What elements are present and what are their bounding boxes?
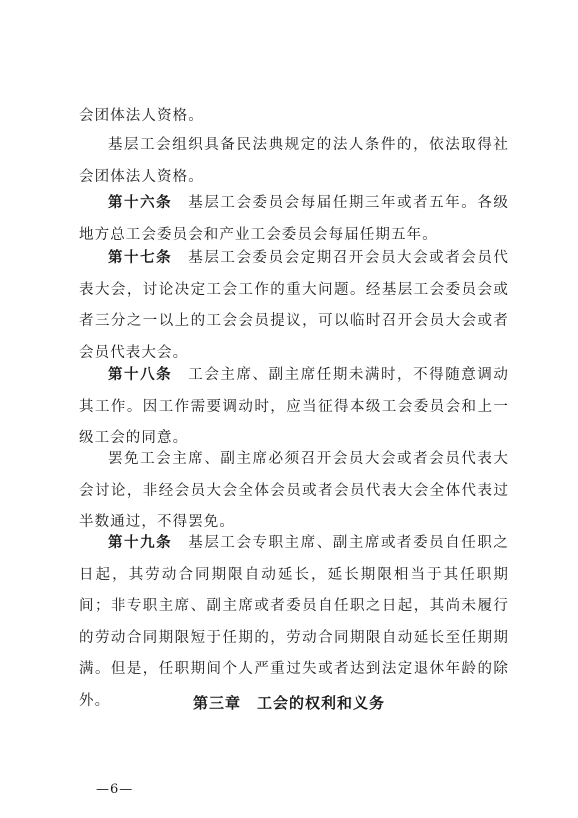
page-number: —6— [96,782,134,797]
article-number: 第十九条 [108,534,173,551]
article-number: 第十八条 [108,366,173,383]
article-17 [79,242,509,369]
article-19 [79,527,509,717]
article-text: 基层工会专职主席、副主席或者委员自任职之日起，其劳动合同期限自动延长，延长期限相当于其任职期间；非专职主席、副主席或者委员自任职之日起，其尚未履行的劳动合同期限短于任期的，劳动合同期限自动延长至任期期满。但是，任职期间个人严重过失或者达到法定退休年龄的除外。 [79,535,509,709]
article-text: 基层工会委员会每届任期三年或者五年。各级地方总工会委员会和产业工会委员会每届任期五年。 [79,195,509,243]
paragraph-dismissal [79,444,509,539]
paragraph-text: 基层工会组织具备民法典规定的法人条件的，依法取得社会团体法人资格。 [79,137,509,185]
article-number: 第十六条 [108,194,173,211]
article-18 [79,359,509,455]
article-text: 工会主席、副主席任期未满时，不得随意调动其工作。因工作需要调动时，应当征得本级工会委员会和上一级工会的同意。 [79,367,509,446]
article-text: 基层工会委员会定期召开会员大会或者会员代表大会，讨论决定工会工作的重大问题。经基层工会委员会或者三分之一以上的工会会员提议，可以临时召开会员大会或者会员代表大会。 [79,250,509,361]
chapter-title: 第三章 工会的权利和义务 [192,694,385,712]
paragraph-legal-person [79,130,509,193]
paragraph-text: 会团体法人资格。 [79,108,204,124]
paragraph-text: 罢免工会主席、副主席必须召开会员大会或者会员代表大会讨论，非经会员大会全体会员或者会员代表大会全体代表过半数通过，不得罢免。 [79,451,509,530]
article-number: 第十七条 [108,249,173,266]
paragraph-continuation [79,101,509,133]
